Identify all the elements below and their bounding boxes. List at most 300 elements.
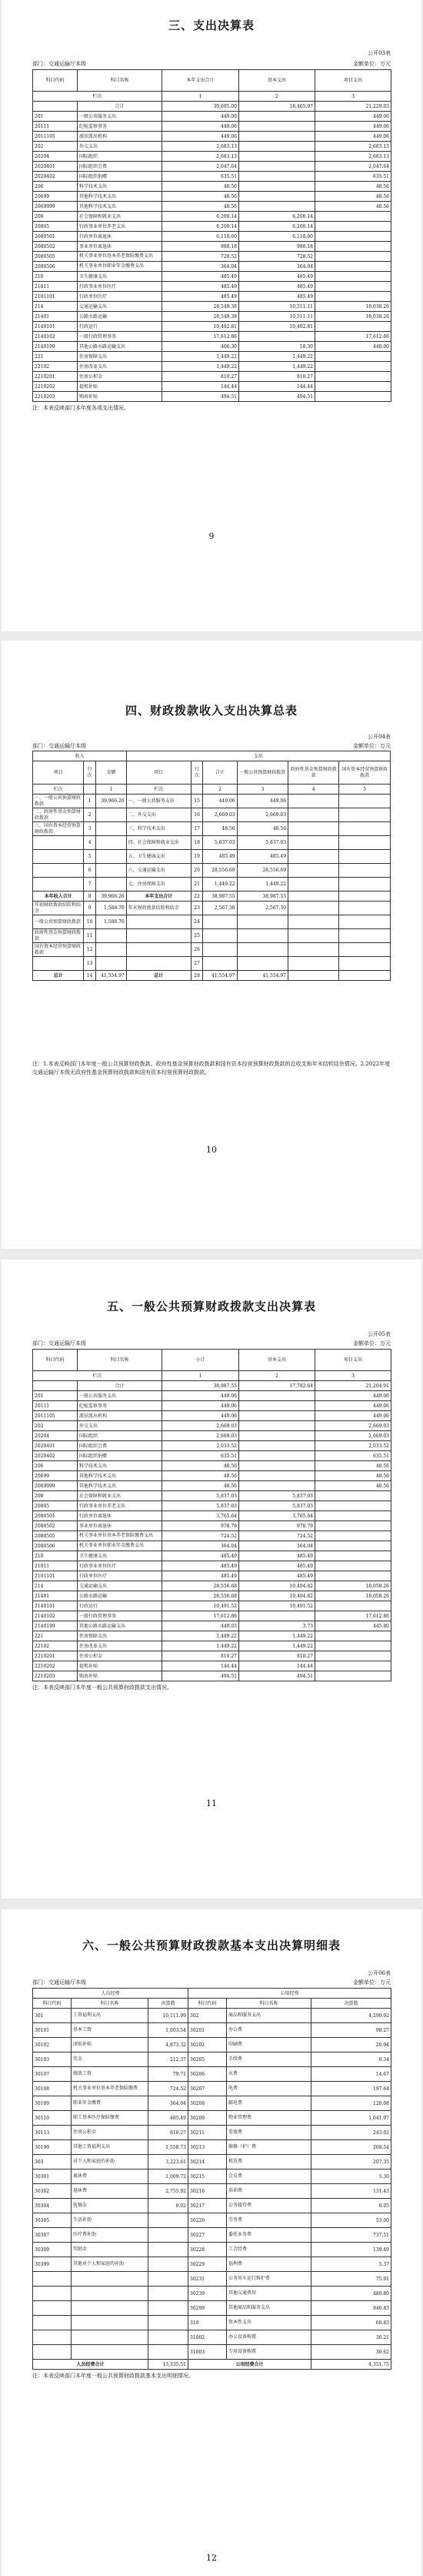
table-cell: 485.49 <box>239 1551 315 1561</box>
column-index: 2 <box>239 1371 315 1381</box>
table-cell: 30102 <box>33 2038 72 2052</box>
table-cell: 1,449.22 <box>237 878 288 892</box>
table-cell: 364.04 <box>239 1541 315 1551</box>
table-cell <box>239 1401 315 1411</box>
page-title: 六、一般公共预算财政拨款基本支出决算明细表 <box>82 1939 341 1952</box>
table-cell: 18,058.26 <box>315 1581 391 1591</box>
table-cell: 724.52 <box>162 1531 239 1541</box>
table-cell: 20.94 <box>311 2038 391 2052</box>
table-cell: 2,669.03 <box>315 1431 391 1441</box>
table-cell: 30205 <box>188 2052 227 2067</box>
column-index: 3 <box>315 1371 391 1381</box>
table-cell: 48.56 <box>315 182 391 192</box>
table-note: 注：本表反映部门本年度各项支出情况。 <box>32 405 129 411</box>
table-cell: 2210201 <box>33 372 78 382</box>
table-cell: 其他科学技术支出 <box>78 202 162 212</box>
table-cell <box>239 172 315 182</box>
table-cell: 2,033.52 <box>315 1441 391 1451</box>
table-cell <box>288 878 339 892</box>
table-cell <box>339 836 391 850</box>
table-cell: 10,494.82 <box>239 1591 315 1601</box>
table-row <box>33 2272 391 2287</box>
table-cell: 培训费 <box>227 2184 311 2199</box>
table-cell: 28,549.38 <box>162 302 239 312</box>
table-cell: 1,449.22 <box>239 1631 315 1641</box>
table-cell: 48.56 <box>315 1481 391 1491</box>
table-cell: 物业管理费 <box>227 2111 311 2126</box>
table-cell: 449.06 <box>315 122 391 132</box>
table-cell: 机关事业单位基本养老保险缴费支出 <box>78 1531 162 1541</box>
table-cell: 212.37 <box>148 2052 188 2067</box>
table-cell: 30103 <box>33 2052 72 2067</box>
header-row <box>33 1999 391 2009</box>
table-cell: 10,491.52 <box>239 1601 315 1611</box>
table-cell: 会议费 <box>227 2170 311 2184</box>
table-cell: 抚恤金 <box>72 2199 148 2213</box>
total-cell <box>33 102 78 112</box>
table-cell: 2,669.03 <box>162 1431 239 1441</box>
table-cell: 18,058.26 <box>315 1591 391 1601</box>
table-row <box>33 2330 391 2345</box>
income-group-header: 收入 <box>33 751 127 761</box>
table-cell: 485.49 <box>162 282 239 292</box>
table-cell: 48.56 <box>315 1471 391 1481</box>
table-cell: 449.06 <box>162 1411 239 1421</box>
table-cell: 30304 <box>33 2199 72 2213</box>
table-cell <box>72 2345 148 2360</box>
table-cell: 30228 <box>188 2243 227 2257</box>
table-cell: 5,837.03 <box>239 1501 315 1511</box>
table-cell: 1,449.22 <box>162 1631 239 1641</box>
table-cell <box>95 943 126 957</box>
table-row <box>33 1481 391 1491</box>
table-meta <box>32 742 391 750</box>
table-cell: 810.27 <box>239 372 315 382</box>
table-cell: 243.02 <box>311 2126 391 2140</box>
grand-total-cell: 41,554.97 <box>203 971 237 981</box>
table-cell: 交通运输支出 <box>78 302 162 312</box>
total-cell <box>33 1381 78 1391</box>
table-cell <box>95 864 126 878</box>
table-cell: 年末财政拨款结转和结余 <box>126 902 191 915</box>
table-cell: 978.79 <box>162 1521 239 1531</box>
table-cell <box>315 392 391 402</box>
table-cell: 30213 <box>188 2140 227 2155</box>
table-cell: 449.06 <box>315 1411 391 1421</box>
table-row <box>33 152 391 162</box>
table-cell: 5 <box>84 850 95 864</box>
personnel-total-label: 人员经费合计 <box>33 2360 148 2370</box>
table-cell: 206 <box>33 182 78 192</box>
header-row <box>33 1350 391 1371</box>
table-row <box>33 1641 391 1651</box>
table-cell: 19 <box>191 850 202 864</box>
table-cell: 2140199 <box>33 342 78 352</box>
table-cell: 租赁费 <box>227 2155 311 2170</box>
table-cell: 公路水路运输 <box>78 1591 162 1601</box>
table-cell: 494.51 <box>162 1671 239 1681</box>
table-cell: 485.49 <box>162 1551 239 1561</box>
table-cell <box>33 2345 72 2360</box>
table-cell: 10 <box>84 915 95 929</box>
table-row <box>33 1551 391 1561</box>
column-header: 国有资本经营预算财政拨款 <box>339 761 391 785</box>
table-row <box>33 2316 391 2330</box>
table-cell: 28,556.68 <box>162 1591 239 1601</box>
table-cell: 30113 <box>33 2126 72 2140</box>
currency-label: 金额单位：万元 <box>353 1979 391 1986</box>
currency-label: 金额单位：万元 <box>353 1340 391 1347</box>
table-cell: 485.49 <box>162 272 239 282</box>
table-meta <box>32 60 391 68</box>
grand-total-cell <box>288 971 339 981</box>
table-cell: 0.34 <box>311 2052 391 2067</box>
table-cell: 21011 <box>33 1561 78 1571</box>
table-cell: 3 <box>84 822 95 836</box>
table-cell: 6,118.60 <box>162 232 239 242</box>
table-cell: 18,038.26 <box>315 302 391 312</box>
table-row <box>33 1671 391 1681</box>
table-cell: 20111 <box>33 122 78 132</box>
table-row <box>33 943 391 957</box>
table-cell: 2080502 <box>33 242 78 252</box>
income-total-cell: 本年收入合计 <box>33 892 84 902</box>
table-row <box>33 2228 391 2243</box>
table-cell: 机关事业单位基本养老保险缴费 <box>72 2082 148 2096</box>
table-cell: 2069999 <box>33 1481 78 1491</box>
table-row <box>33 1511 391 1521</box>
table-cell: 449.06 <box>162 1401 239 1411</box>
table-row <box>33 252 391 262</box>
table-cell <box>203 957 237 971</box>
table-cell: 30101 <box>33 2023 72 2038</box>
table-cell <box>126 929 191 943</box>
table-row <box>33 1421 391 1431</box>
table-cell <box>148 2345 188 2360</box>
fiscal-summary-table <box>32 751 391 981</box>
table-cell: 30302 <box>33 2184 72 2199</box>
table-cell: 48.56 <box>162 202 239 212</box>
table-cell: 外交支出 <box>78 1421 162 1431</box>
form-number: 公开04表 <box>368 734 391 740</box>
table-cell: 2,669.03 <box>315 1421 391 1431</box>
table-cell <box>239 202 315 212</box>
table-cell: 30309 <box>33 2243 72 2257</box>
table-cell: 2069999 <box>33 202 78 212</box>
table-row <box>33 2170 391 2184</box>
table-cell <box>239 1461 315 1471</box>
table-row <box>33 2096 391 2111</box>
table-cell: 30399 <box>33 2257 72 2272</box>
table-cell: 120.08 <box>311 2096 391 2111</box>
table-cell <box>339 864 391 878</box>
table-cell: 30307 <box>33 2228 72 2243</box>
table-cell: 国际组织会费 <box>78 162 162 172</box>
total-row <box>33 2360 391 2370</box>
table-cell: 30.21 <box>311 2330 391 2345</box>
table-cell <box>148 2316 188 2330</box>
table-cell: 724.52 <box>239 1531 315 1541</box>
table-cell <box>288 795 339 808</box>
table-cell <box>237 943 288 957</box>
table-cell: 30215 <box>188 2170 227 2184</box>
table-cell: 2011105 <box>33 1411 78 1421</box>
table-cell: 30108 <box>33 2082 72 2096</box>
table-cell <box>72 2316 148 2330</box>
table-row <box>33 302 391 312</box>
table-cell: 购房补贴 <box>78 392 162 402</box>
table-cell: 24 <box>191 915 202 929</box>
table-cell: 2,683.13 <box>315 152 391 162</box>
table-cell: 449.06 <box>203 795 237 808</box>
table-row <box>33 372 391 382</box>
table-cell: 210 <box>33 1551 78 1561</box>
unit-label: 部门：交通运输厅本级 <box>32 743 86 749</box>
table-cell: 其他工资福利支出 <box>72 2140 148 2155</box>
column-header: 基本支出 <box>239 1350 315 1371</box>
table-cell: 卫生健康支出 <box>78 272 162 282</box>
table-cell: 48.56 <box>162 182 239 192</box>
table-cell: 449.06 <box>237 795 288 808</box>
table-cell <box>239 192 315 202</box>
table-cell: 221 <box>33 1631 78 1641</box>
table-row <box>33 292 391 302</box>
table-cell: 28,549.38 <box>162 312 239 322</box>
table-cell: 公务接待费 <box>227 2199 311 2213</box>
table-cell <box>339 822 391 836</box>
table-cell: 行政事业单位养老支出 <box>78 222 162 232</box>
table-row <box>33 1431 391 1441</box>
table-cell <box>203 943 237 957</box>
table-cell: 事业单位离退休 <box>78 1521 162 1531</box>
table-cell: 28,556.69 <box>203 864 237 878</box>
table-row <box>33 202 391 212</box>
table-cell: 30301 <box>33 2170 72 2184</box>
table-cell: 11 <box>84 929 95 943</box>
table-cell: 行政单位医疗 <box>78 1571 162 1581</box>
index-row <box>33 92 391 102</box>
table-row <box>33 2287 391 2301</box>
table-row <box>33 272 391 282</box>
table-row <box>33 1541 391 1551</box>
table-row <box>33 2140 391 2155</box>
table-cell: 国际组织捐赠 <box>78 1451 162 1461</box>
table-cell: 委托业务费 <box>227 2228 311 2243</box>
table-row <box>33 212 391 222</box>
table-cell: 一、一般公共预算财政拨款 <box>33 795 84 808</box>
unit-label: 部门：交通运输厅本级 <box>32 61 86 67</box>
table-cell: 纪检监察事务 <box>78 1401 162 1411</box>
table-cell: 485.49 <box>162 1561 239 1571</box>
table-cell: 28,556.69 <box>237 864 288 878</box>
table-cell: 纪检监察事务 <box>78 122 162 132</box>
table-cell: 79.71 <box>148 2067 188 2082</box>
table-row <box>33 342 391 352</box>
table-cell: 其他公路水路运输支出 <box>78 342 162 352</box>
table-row <box>33 242 391 252</box>
table-cell: 一般公共服务支出 <box>78 1391 162 1401</box>
table-cell: 1,449.22 <box>239 362 315 372</box>
table-cell <box>315 372 391 382</box>
table-cell: 5,837.03 <box>203 836 237 850</box>
grand-total-row <box>33 971 391 981</box>
general-budget-expense-table <box>32 1349 391 1681</box>
header-row <box>33 761 391 785</box>
table-note: 注：本表反映部门本年度一般公共预算财政拨款支出情况。 <box>32 1684 172 1691</box>
table-cell <box>315 1571 391 1581</box>
table-cell <box>237 957 288 971</box>
table-cell: 1,449.22 <box>162 1641 239 1651</box>
table-row <box>33 1531 391 1541</box>
table-cell: 手续费 <box>227 2052 311 2067</box>
table-cell: 1,449.22 <box>203 878 237 892</box>
table-cell <box>239 142 315 152</box>
table-cell: 17,612.86 <box>162 332 239 342</box>
personnel-group-header: 人员经费 <box>33 1989 188 1999</box>
table-cell: 30305 <box>33 2213 72 2228</box>
column-header: 项目 <box>33 761 84 785</box>
page-11 <box>2 1260 421 1899</box>
table-cell: 30231 <box>188 2272 227 2287</box>
table-cell: 208 <box>33 1491 78 1501</box>
table-cell <box>339 878 391 892</box>
table-cell: 810.27 <box>239 1651 315 1661</box>
table-cell <box>288 915 339 929</box>
table-cell: 二、政府性基金预算财政拨款 <box>33 808 84 822</box>
table-cell: 2080502 <box>33 1521 78 1531</box>
table-cell: 政府性基金预算财政拨款 <box>33 929 84 943</box>
table-cell: 2210203 <box>33 1671 78 1681</box>
table-cell: 2,567.30 <box>203 902 237 915</box>
table-cell: 449.06 <box>162 112 239 122</box>
table-cell <box>315 1521 391 1531</box>
table-row <box>33 2038 391 2052</box>
table-cell: 福利费 <box>227 2257 311 2272</box>
table-cell: 电费 <box>227 2082 311 2096</box>
table-cell: 职工基本医疗保险缴费 <box>72 2111 148 2126</box>
column-header: 项目 <box>126 761 191 785</box>
table-cell: 卫生健康支出 <box>78 1551 162 1561</box>
table-cell <box>126 915 191 929</box>
table-cell <box>148 2243 188 2257</box>
table-cell: 30199 <box>33 2140 72 2155</box>
table-row <box>33 795 391 808</box>
table-cell: 31003 <box>188 2345 227 2360</box>
table-cell: 提租补贴 <box>78 1661 162 1671</box>
page-title: 四、财政拨款收入支出决算总表 <box>125 704 298 718</box>
table-cell: 2210202 <box>33 382 78 392</box>
column-header: 一般公共预算财政拨款 <box>237 761 288 785</box>
table-cell: 其他交通费用 <box>227 2287 311 2301</box>
table-cell: 18 <box>191 836 202 850</box>
table-cell: 728.52 <box>162 252 239 262</box>
table-cell: 208 <box>33 212 78 222</box>
table-cell: 48.56 <box>315 202 391 212</box>
table-row <box>33 172 391 182</box>
table-cell: 外交支出 <box>78 142 162 152</box>
table-cell: 住房公积金 <box>78 1651 162 1661</box>
grand-total-cell: 41,554.97 <box>237 971 288 981</box>
column-header: 决算数 <box>311 1999 391 2009</box>
table-cell <box>239 112 315 122</box>
column-index: 栏次 <box>33 785 84 795</box>
table-cell: 737.51 <box>311 2228 391 2243</box>
table-cell: 其他科学技术支出 <box>78 1481 162 1491</box>
table-cell: 485.49 <box>239 292 315 302</box>
table-cell: 494.51 <box>239 1671 315 1681</box>
total-cell: 合计 <box>78 102 162 112</box>
table-cell: 10,111.99 <box>148 2009 188 2023</box>
table-cell: 17,612.86 <box>315 1611 391 1621</box>
table-cell: 商品和服务支出 <box>227 2009 311 2023</box>
table-cell: 724.52 <box>148 2082 188 2096</box>
page-title: 三、支出决算表 <box>168 18 255 32</box>
table-row <box>33 2067 391 2082</box>
table-cell <box>72 2330 148 2345</box>
table-cell: 交通运输支出 <box>78 1581 162 1591</box>
unit-label: 部门：交通运输厅本级 <box>32 1340 86 1347</box>
personnel-total-value: 13,335.51 <box>148 2360 188 2370</box>
table-cell: 485.49 <box>239 1561 315 1571</box>
table-row <box>33 878 391 892</box>
table-cell: 53.00 <box>311 2213 391 2228</box>
subtotal-row <box>33 892 391 902</box>
income-total-cell: 8 <box>84 892 95 902</box>
table-row <box>33 2301 391 2316</box>
index-row <box>33 785 391 795</box>
table-cell <box>315 1501 391 1511</box>
table-cell <box>288 864 339 878</box>
table-cell: 23 <box>191 902 202 915</box>
table-cell <box>239 1421 315 1431</box>
table-cell: 494.51 <box>239 392 315 402</box>
table-cell <box>148 2287 188 2301</box>
table-cell: 18.30 <box>239 342 315 352</box>
table-cell: 466.30 <box>162 342 239 352</box>
table-row <box>33 1591 391 1601</box>
table-cell: 5,837.03 <box>237 836 288 850</box>
table-cell <box>315 362 391 372</box>
total-cell: 38,987.55 <box>162 1381 239 1391</box>
column-index: 1 <box>162 1371 239 1381</box>
table-cell: 6,200.14 <box>239 222 315 232</box>
table-cell: 301 <box>33 2009 72 2023</box>
basic-expense-detail-table <box>32 1988 391 2370</box>
table-cell: 1,558.73 <box>148 2140 188 2155</box>
table-cell: 202 <box>33 142 78 152</box>
table-cell: 2101101 <box>33 1571 78 1581</box>
table-cell: 1,588.70 <box>95 902 126 915</box>
table-cell: 364.04 <box>162 262 239 272</box>
table-cell: 449.06 <box>315 132 391 142</box>
table-cell: 30110 <box>33 2111 72 2126</box>
table-cell: 2080505 <box>33 1531 78 1541</box>
table-cell: 2080506 <box>33 1541 78 1551</box>
table-cell <box>239 182 315 192</box>
table-row <box>33 1521 391 1531</box>
table-cell: 2,683.13 <box>162 152 239 162</box>
table-cell <box>237 915 288 929</box>
table-cell <box>239 1471 315 1481</box>
table-cell: 635.51 <box>162 172 239 182</box>
table-cell: 22102 <box>33 362 78 372</box>
table-cell <box>288 850 339 864</box>
table-cell: 16 <box>191 808 202 822</box>
table-cell: 48.56 <box>315 1461 391 1471</box>
column-header: 科目代码 <box>33 1350 78 1371</box>
table-cell: 0.05 <box>311 2199 391 2213</box>
table-cell: 810.27 <box>148 2126 188 2140</box>
